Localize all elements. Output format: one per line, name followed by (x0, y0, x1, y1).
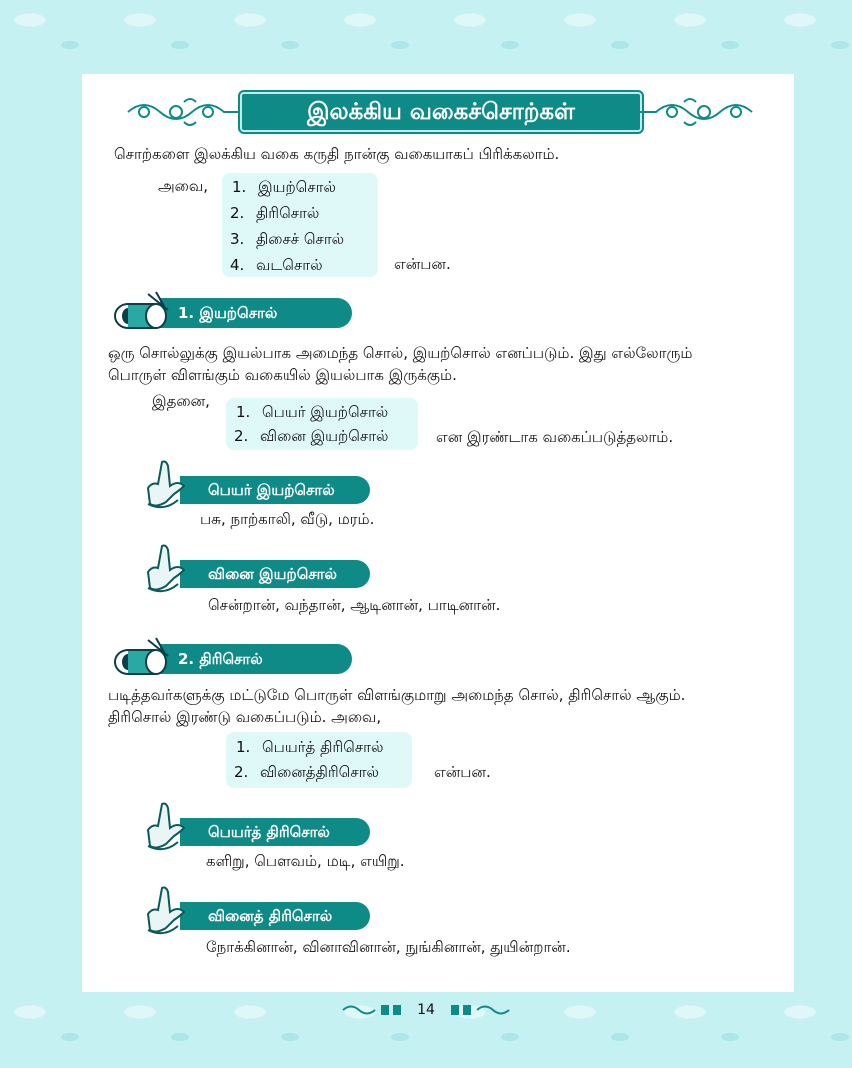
section2-sub1-examples: களிறு, பௌவம், மடி, எயிறு. (206, 852, 405, 870)
section1-sub2-heading: வினை இயற்சொல் (180, 560, 370, 588)
section2-heading: 2. திரிசொல் (160, 644, 352, 674)
page-footer (0, 1002, 852, 1018)
list-item: 2. வினை இயற்சொல் (234, 427, 389, 445)
list-item: 1. பெயர்த் திரிசொல் (236, 738, 384, 756)
list-item: 1. இயற்சொல் (232, 178, 336, 196)
hand-icon (144, 884, 194, 942)
drum-icon (112, 636, 172, 680)
footer-ornament-right-icon (449, 1003, 511, 1017)
section1-sub1-examples: பசு, நாற்காலி, வீடு, மரம். (200, 510, 375, 528)
page-number: 14 (417, 1002, 435, 1018)
left-flourish-ornament (124, 94, 242, 130)
list-item: 2. வினைத்திரிசொல் (234, 763, 379, 781)
section1-tail: என இரண்டாக வகைப்படுத்தலாம். (436, 428, 674, 446)
section2-paragraph-line2: திரிசொல் இரண்டு வகைப்படும். அவை, (108, 708, 382, 726)
hand-icon (144, 542, 194, 600)
section1-heading: 1. இயற்சொல் (160, 298, 352, 328)
section2-sub2-examples: நோக்கினான், வினாவினான், நுங்கினான், துயின்றான். (206, 938, 571, 956)
section1-lead: இதனை, (152, 392, 210, 410)
section2-paragraph-line1: படித்தவர்களுக்கு மட்டுமே பொருள் விளங்குமாறு அமைந்த சொல், திரிசொல் ஆகும். (108, 686, 686, 704)
section2-sub2-heading: வினைத் திரிசொல் (180, 902, 370, 930)
list-item: 1. பெயர் இயற்சொல் (236, 403, 389, 421)
top-decorative-border (0, 0, 852, 74)
section1-sub2-examples: சென்றான், வந்தான், ஆடினான், பாடினான். (208, 596, 501, 614)
list-item: 4. வடசொல் (230, 256, 323, 274)
intro-text: சொற்களை இலக்கிய வகை கருதி நான்கு வகையாகப் பிரிக்கலாம். (114, 145, 560, 163)
types-lead: அவை, (158, 177, 208, 195)
section2-tail: என்பன. (434, 763, 491, 781)
list-item: 2. திரிசொல் (230, 204, 320, 222)
section1-paragraph-line1: ஒரு சொல்லுக்கு இயல்பாக அமைந்த சொல், இயற்சொல் எனப்படும். இது எல்லோரும் (108, 344, 693, 362)
section2-sub1-heading: பெயர்த் திரிசொல் (180, 818, 370, 846)
right-flourish-ornament (638, 94, 756, 130)
section1-sub1-heading: பெயர் இயற்சொல் (180, 476, 370, 504)
hand-icon (144, 800, 194, 858)
hand-icon (144, 458, 194, 516)
types-tail: என்பன. (394, 255, 451, 273)
list-item: 3. திசைச் சொல் (230, 230, 345, 248)
section1-paragraph-line2: பொருள் விளங்கும் வகையில் இயல்பாக இருக்கும். (108, 366, 457, 384)
footer-ornament-left-icon (341, 1003, 403, 1017)
drum-icon (112, 290, 172, 334)
page-title: இலக்கிய வகைச்சொற்கள் (240, 92, 642, 132)
